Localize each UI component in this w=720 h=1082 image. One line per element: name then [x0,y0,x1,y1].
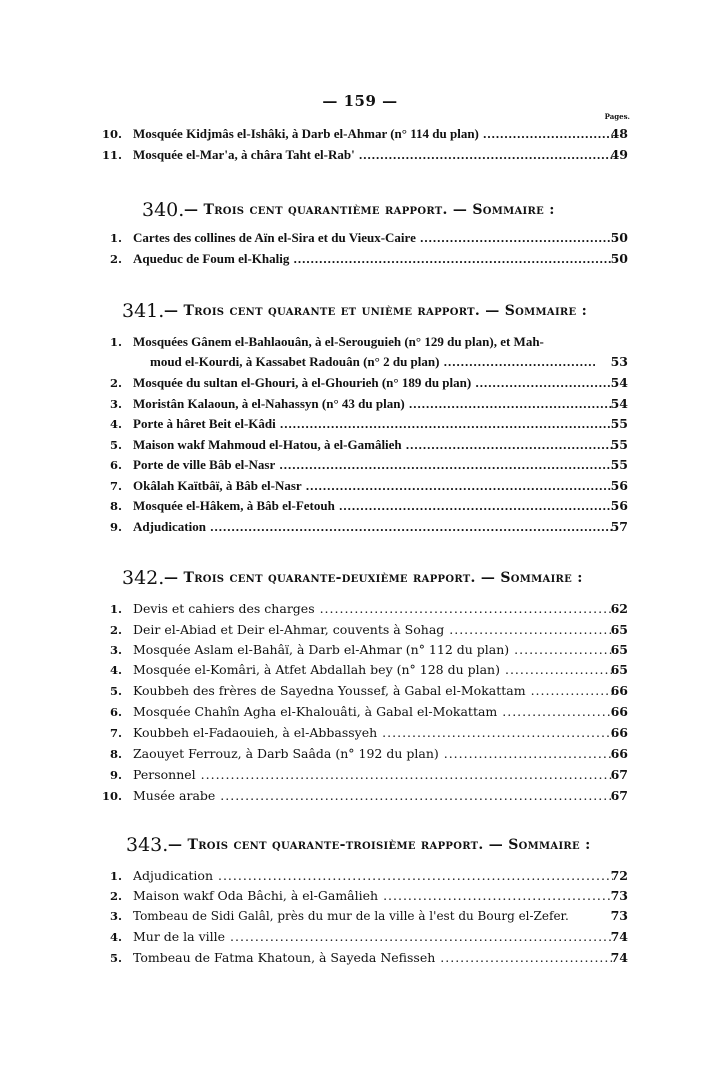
item-page: 49 [610,147,628,162]
item-number: 4. [109,417,122,431]
list-item [0,518,720,536]
item-title: Koubbeh des frères de Sayedna Youssef, à Gabal el-Mokattam ..... [133,682,613,700]
list-item [0,395,720,413]
item-page: 55 [610,457,628,472]
list-item [0,456,720,474]
list-item [0,949,720,967]
section-title: — Trois cent quarante-troisième rapport. — Sommaire : [168,837,591,853]
item-title: Porte de ville Bâb el-Nasr ..... [133,456,613,474]
item-number: 6. [109,705,122,719]
item-title: Porte à hâret Beit el-Kâdi ..... [133,415,613,433]
item-title: Tombeau de Fatma Khatoun, à Sayeda Nefisseh ..... [133,949,613,967]
item-page: 74 [610,929,628,944]
item-page: 54 [610,396,628,411]
item-page: 55 [610,416,628,431]
list-item [0,374,720,392]
list-item [0,333,720,351]
section-number: 340. [142,199,185,221]
item-number: 10. [101,127,122,141]
item-page: 55 [610,437,628,452]
section-heading [0,566,720,590]
item-title: Mosquée Chahîn Agha el-Khalouâti, à Gabal el-Mokattam ..... [133,703,613,721]
item-title: Mosquée Aslam el-Bahâï, à Darb el-Ahmar (n° 112 du plan) ..... [133,641,613,659]
item-page: 72 [610,868,628,883]
section-title: — Trois cent quarantième rapport. — Sommaire : [184,202,555,218]
list-item [0,497,720,515]
item-number: 9. [109,520,122,534]
item-title: Maison wakf Oda Bâchi, à el-Gamâlieh ..... [133,887,613,905]
section-heading [0,198,720,222]
list-item [0,745,720,763]
item-page: 66 [610,746,628,761]
list-item-continuation [0,353,720,371]
list-item [0,887,720,905]
list-item [0,907,720,925]
item-title: Zaouyet Ferrouz, à Darb Saâda (n° 192 du plan) ..... [133,745,613,763]
item-title: Adjudication ..... [133,518,613,536]
item-page: 66 [610,704,628,719]
item-title: Mur de la ville ..... [133,928,613,946]
item-title: Okâlah Kaïtbâï, à Bâb el-Nasr ..... [133,477,613,495]
section-title: — Trois cent quarante-deuxième rapport. — Sommaire : [164,570,583,586]
list-item [0,703,720,721]
item-number: 1. [109,602,122,616]
item-number: 5. [109,438,122,452]
item-number: 2. [109,623,122,637]
item-number: 2. [109,376,122,390]
list-item [0,146,720,164]
list-item [0,928,720,946]
item-number: 7. [109,479,122,493]
item-page: 66 [610,725,628,740]
list-item [0,415,720,433]
item-number: 7. [109,726,122,740]
item-page: 73 [610,908,628,923]
item-number: 6. [109,458,122,472]
item-page: 54 [610,375,628,390]
section-number: 342. [122,567,165,589]
item-number: 2. [109,252,122,266]
section-title: — Trois cent quarante et unième rapport. — Sommaire : [164,303,588,319]
item-title: Mosquée el-Mar'a, à châra Taht el-Rab' ..... [133,146,613,164]
item-number: 1. [109,869,122,883]
section-heading [0,833,720,857]
item-title: Devis et cahiers des charges ..... [133,600,613,618]
item-title: Mosquée el-Komâri, à Atfet Abdallah bey (n° 128 du plan) ..... [133,661,613,679]
item-title: Mosquée Kidjmâs el-Ishâki, à Darb el-Ahmar (n° 114 du plan) ..... [133,125,613,143]
item-number: 4. [109,663,122,677]
item-page: 67 [610,788,628,803]
list-item [0,621,720,639]
item-number: 4. [109,930,122,944]
item-number: 3. [109,909,122,923]
item-number: 1. [109,335,122,349]
item-number: 2. [109,889,122,903]
list-item [0,600,720,618]
item-number: 9. [109,768,122,782]
list-item [0,477,720,495]
page-number: — 159 — [322,92,398,110]
item-page: 57 [610,519,628,534]
list-item [0,436,720,454]
list-item [0,641,720,659]
item-page: 66 [610,683,628,698]
item-number: 5. [109,951,122,965]
list-item [0,766,720,784]
item-page: 65 [610,642,628,657]
section-heading [0,299,720,323]
item-number: 11. [101,148,122,162]
list-item [0,661,720,679]
list-item [0,229,720,247]
item-title: Cartes des collines de Aïn el-Sira et du Vieux-Caire ..... [133,229,613,247]
list-item [0,787,720,805]
list-item [0,250,720,268]
item-title: Tombeau de Sidi Galâl, près du mur de la ville à l'est du Bourg el-Zefer. [133,909,569,923]
item-page: 62 [610,601,628,616]
item-number: 3. [109,397,122,411]
list-item [0,867,720,885]
item-title: Aqueduc de Foum el-Khalig ..... [133,250,613,268]
list-item [0,125,720,143]
item-page: 74 [610,950,628,965]
item-number: 10. [101,789,122,803]
item-page: 50 [610,230,628,245]
item-title-continuation: moud el-Kourdi, à Kassabet Radouân (n° 2 du plan) ..... [150,353,595,371]
item-title: Adjudication ..... [133,867,613,885]
item-number: 8. [109,747,122,761]
item-title: Koubbeh el-Fadaouieh, à el-Abbassyeh ..... [133,724,613,742]
item-page: 56 [610,478,628,493]
item-title: Musée arabe ..... [133,787,613,805]
item-number: 3. [109,643,122,657]
item-number: 8. [109,499,122,513]
item-page: 48 [610,126,628,141]
item-title: Moristân Kalaoun, à el-Nahassyn (n° 43 du plan) ..... [133,395,613,413]
item-page: 53 [610,354,628,369]
item-page: 65 [610,662,628,677]
list-item [0,682,720,700]
item-page: 73 [610,888,628,903]
item-number: 5. [109,684,122,698]
item-page: 67 [610,767,628,782]
list-item [0,724,720,742]
item-title: Maison wakf Mahmoud el-Hatou, à el-Gamâlieh ..... [133,436,613,454]
item-page: 56 [610,498,628,513]
item-title: Personnel ..... [133,766,613,784]
item-title: Deir el-Abiad et Deir el-Ahmar, couvents à Sohag ..... [133,621,613,639]
item-page: 65 [610,622,628,637]
item-title: Mosquée du sultan el-Ghouri, à el-Ghourieh (n° 189 du plan) ..... [133,374,613,392]
item-title: Mosquée el-Hâkem, à Bâb el-Fetouh ..... [133,497,613,515]
section-number: 343. [126,834,169,856]
item-number: 1. [109,231,122,245]
pages-column-label: Pages. [604,112,630,121]
section-number: 341. [122,300,165,322]
item-title: Mosquées Gânem el-Bahlaouân, à el-Serouguieh (n° 129 du plan), et Mah- [133,334,544,349]
item-page: 50 [610,251,628,266]
